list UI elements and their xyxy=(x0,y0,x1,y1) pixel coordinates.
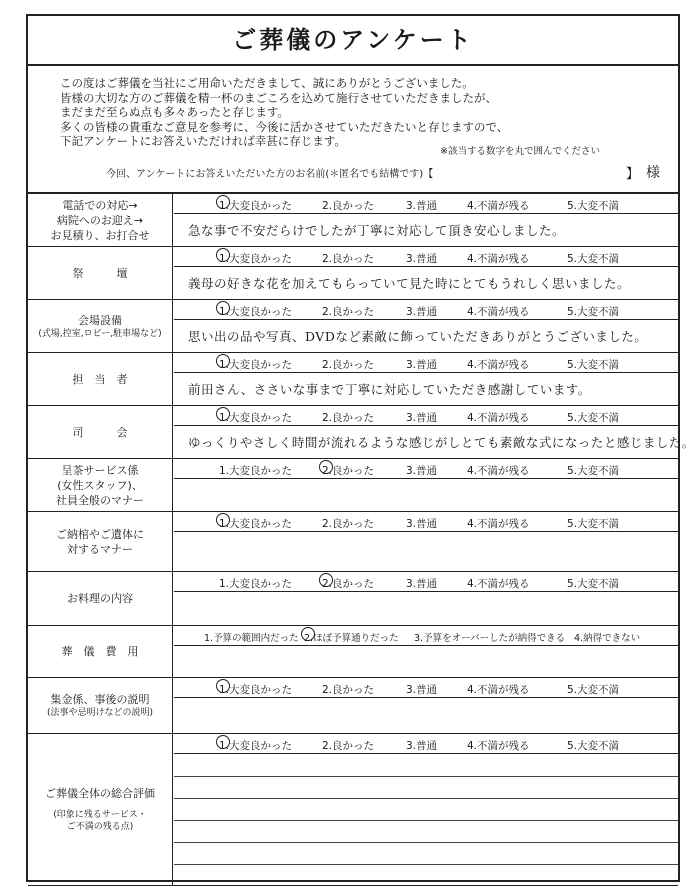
intro-line: 多くの皆様の貴重なご意見を参考に、今後に活かさせていただきたいと存じますので、 xyxy=(60,119,509,134)
name-suffix: 様 xyxy=(646,165,660,181)
survey-row xyxy=(28,626,678,678)
row-label xyxy=(28,194,173,246)
selected-circle-mark xyxy=(216,407,230,421)
writing-line xyxy=(174,842,678,843)
row-label xyxy=(28,247,173,299)
row-label-line: ご納棺やご遺体に xyxy=(56,527,144,541)
row-label xyxy=(28,459,173,511)
rating-option[interactable]: 4.不満が残る xyxy=(467,465,530,477)
rating-option[interactable]: 4.不満が残る xyxy=(467,412,530,424)
rating-option[interactable]: 5.大変不満 xyxy=(567,306,620,318)
rating-option[interactable]: 3.普通 xyxy=(406,253,438,265)
rating-options xyxy=(174,247,678,267)
rating-option[interactable]: 1.大変良かった xyxy=(219,578,293,590)
rating-option[interactable]: 3.普通 xyxy=(406,200,438,212)
rating-option[interactable]: 1.予算の範囲内だった xyxy=(204,633,299,644)
rating-option[interactable]: 4.不満が残る xyxy=(467,740,530,752)
rating-option[interactable]: 3.普通 xyxy=(406,359,438,371)
rating-options xyxy=(174,353,678,373)
survey-row xyxy=(28,247,678,300)
selected-circle-mark xyxy=(216,301,230,315)
row-label-sub: (印象に残るサービス・ xyxy=(53,810,147,820)
row-label-line: 集金係、事後の説明 xyxy=(50,693,150,706)
rating-option[interactable]: 2.良かった xyxy=(322,684,375,696)
row-label-line: 司 会 xyxy=(72,425,128,439)
row-label-line: (女性スタッフ)、 xyxy=(57,478,143,492)
survey-form xyxy=(26,14,695,882)
rating-option[interactable]: 1.大変良かった xyxy=(219,412,293,424)
rating-option[interactable]: 4.不満が残る xyxy=(467,684,530,696)
row-label xyxy=(28,734,173,885)
rating-options xyxy=(174,459,678,479)
row-label-line: 葬 儀 費 用 xyxy=(61,645,139,658)
rating-option[interactable]: 5.大変不満 xyxy=(567,253,620,265)
rating-option[interactable]: 2.良かった xyxy=(322,200,375,212)
rating-option[interactable]: 1.大変良かった xyxy=(219,684,293,696)
writing-line xyxy=(174,776,678,777)
rating-option[interactable]: 3.予算をオーバーしたが納得できる xyxy=(414,633,566,644)
survey-row xyxy=(28,572,678,626)
rating-option[interactable]: 3.普通 xyxy=(406,306,438,318)
rating-option[interactable]: 5.大変不満 xyxy=(567,578,620,590)
row-label-line: 呈茶サービス係 xyxy=(61,463,139,477)
rating-options xyxy=(174,512,678,532)
rating-option[interactable]: 2.ほぼ予算通りだった xyxy=(304,633,399,644)
row-label-line: 社員全般のマナー xyxy=(56,493,144,507)
handwritten-comment: 義母の好きな花を加えてもらっていて見た時にとてもうれしく思いました。 xyxy=(188,276,631,291)
name-prompt: 今回、アンケートにお答えいただいた方のお名前(＊匿名でも結構です)【 xyxy=(106,169,434,180)
rating-option[interactable]: 2.良かった xyxy=(322,359,375,371)
row-label-line: 担 当 者 xyxy=(72,372,128,386)
handwritten-comment: ゆっくりやさしく時間が流れるような感じがしとても素敵な式になったと感じました。 xyxy=(188,435,695,450)
row-label-sub: ご不満の残る点) xyxy=(66,822,134,832)
intro-line: まだまだ至らぬ点も多々あったと存じます。 xyxy=(60,105,289,119)
rating-option[interactable]: 1.大変良かった xyxy=(219,200,293,212)
row-label xyxy=(28,353,173,405)
row-label xyxy=(28,626,173,677)
survey-row xyxy=(28,353,678,406)
rating-options xyxy=(174,406,678,426)
rating-option[interactable]: 1.大変良かった xyxy=(219,359,293,371)
name-bracket-close: 】 xyxy=(626,167,640,182)
rating-option[interactable]: 2.良かった xyxy=(322,306,375,318)
rating-option[interactable]: 2.良かった xyxy=(322,412,375,424)
rating-option[interactable]: 5.大変不満 xyxy=(567,740,620,752)
rating-option[interactable]: 1.大変良かった xyxy=(219,306,293,318)
writing-line xyxy=(174,820,678,821)
rating-option[interactable]: 4.不満が残る xyxy=(467,253,530,265)
rating-option[interactable]: 2.良かった xyxy=(322,578,375,590)
rating-option[interactable]: 4.不満が残る xyxy=(467,200,530,212)
row-label xyxy=(28,678,173,733)
rating-option[interactable]: 1.大変良かった xyxy=(219,518,293,530)
row-label-line: 祭 壇 xyxy=(72,266,128,280)
selected-circle-mark xyxy=(216,513,230,527)
rating-option[interactable]: 1.大変良かった xyxy=(219,740,293,752)
selected-circle-mark xyxy=(319,460,333,474)
survey-row xyxy=(28,300,678,353)
rating-option[interactable]: 1.大変良かった xyxy=(219,465,293,477)
rating-option[interactable]: 3.普通 xyxy=(406,412,438,424)
instruction-note: ※該当する数字を丸で囲んでください xyxy=(440,146,600,157)
survey-row xyxy=(28,194,678,247)
rating-option[interactable]: 4.不満が残る xyxy=(467,518,530,530)
rating-option[interactable]: 5.大変不満 xyxy=(567,412,620,424)
handwritten-comment: 急な事で不安だらけでしたが丁寧に対応して頂き安心しました。 xyxy=(188,223,566,238)
rating-option[interactable]: 5.大変不満 xyxy=(567,200,620,212)
survey-row xyxy=(28,406,695,459)
selected-circle-mark xyxy=(301,627,315,641)
row-label-line: 対するマナー xyxy=(67,542,133,556)
selected-circle-mark xyxy=(216,735,230,749)
selected-circle-mark xyxy=(216,195,230,209)
handwritten-comment: 前田さん、ささいな事まで丁寧に対応していただき感謝しています。 xyxy=(188,382,591,397)
row-label xyxy=(28,300,173,352)
rating-option[interactable]: 3.普通 xyxy=(406,578,438,590)
row-label-line: 電話での対応→ xyxy=(62,198,138,212)
selected-circle-mark xyxy=(216,248,230,262)
row-label-line: ご葬儀全体の総合評価 xyxy=(45,787,155,800)
intro-text xyxy=(60,76,670,149)
row-label-sub: (法事や忌明けなどの説明) xyxy=(46,708,154,718)
survey-grid xyxy=(28,192,695,832)
selected-circle-mark xyxy=(216,679,230,693)
rating-option[interactable]: 5.大変不満 xyxy=(567,684,620,696)
form-title: ご葬儀のアンケート xyxy=(28,16,678,66)
row-label xyxy=(28,572,173,625)
rating-option[interactable]: 5.大変不満 xyxy=(567,518,620,530)
row-label-line: 病院へのお迎え→ xyxy=(56,213,144,227)
rating-option[interactable]: 2.良かった xyxy=(322,253,375,265)
row-label-line: お見積り、お打合せ xyxy=(50,228,150,242)
rating-options xyxy=(174,734,678,754)
rating-option[interactable]: 2.良かった xyxy=(322,740,375,752)
row-label xyxy=(28,406,173,458)
rating-options xyxy=(174,300,678,320)
rating-option[interactable]: 4.納得できない xyxy=(574,633,641,644)
row-label-line: 会場設備 xyxy=(78,313,122,327)
rating-option[interactable]: 2.良かった xyxy=(322,465,375,477)
rating-option[interactable]: 3.普通 xyxy=(406,740,438,752)
rating-option[interactable]: 2.良かった xyxy=(322,518,375,530)
selected-circle-mark xyxy=(319,573,333,587)
rating-options xyxy=(174,678,678,698)
intro-line: 下記アンケートにお答えいただければ幸甚に存じます。 xyxy=(60,134,346,148)
rating-option[interactable]: 4.不満が残る xyxy=(467,306,530,318)
rating-option[interactable]: 1.大変良かった xyxy=(219,253,293,265)
rating-option[interactable]: 3.普通 xyxy=(406,518,438,530)
rating-options xyxy=(174,572,678,592)
intro-line: 皆様の大切な方のご葬儀を精一杯のまごころを込めて施行させていただきましたが、 xyxy=(60,90,497,105)
rating-options xyxy=(174,194,678,214)
row-label-line: お料理の内容 xyxy=(67,592,133,605)
writing-line xyxy=(174,798,678,799)
rating-option[interactable]: 5.大変不満 xyxy=(567,465,620,477)
rating-option[interactable]: 3.普通 xyxy=(406,465,438,477)
survey-row xyxy=(28,459,678,512)
rating-options xyxy=(174,626,678,646)
intro-line: この度はご葬儀を当社にご用命いただきまして、誠にありがとうございました。 xyxy=(60,76,474,90)
rating-option[interactable]: 4.不満が残る xyxy=(467,578,530,590)
writing-line xyxy=(174,864,678,865)
selected-circle-mark xyxy=(216,354,230,368)
row-label xyxy=(28,512,173,571)
rating-option[interactable]: 3.普通 xyxy=(406,684,438,696)
survey-row xyxy=(28,512,678,572)
handwritten-comment: 思い出の品や写真、DVDなど素敵に飾っていただきありがとうございました。 xyxy=(188,329,648,344)
rating-option[interactable]: 5.大変不満 xyxy=(567,359,620,371)
rating-option[interactable]: 4.不満が残る xyxy=(467,359,530,371)
row-label-sub: (式場,控室,ロビー,駐車場など) xyxy=(38,328,162,339)
survey-row xyxy=(28,734,678,886)
survey-row xyxy=(28,678,678,734)
name-field-row xyxy=(106,165,666,180)
